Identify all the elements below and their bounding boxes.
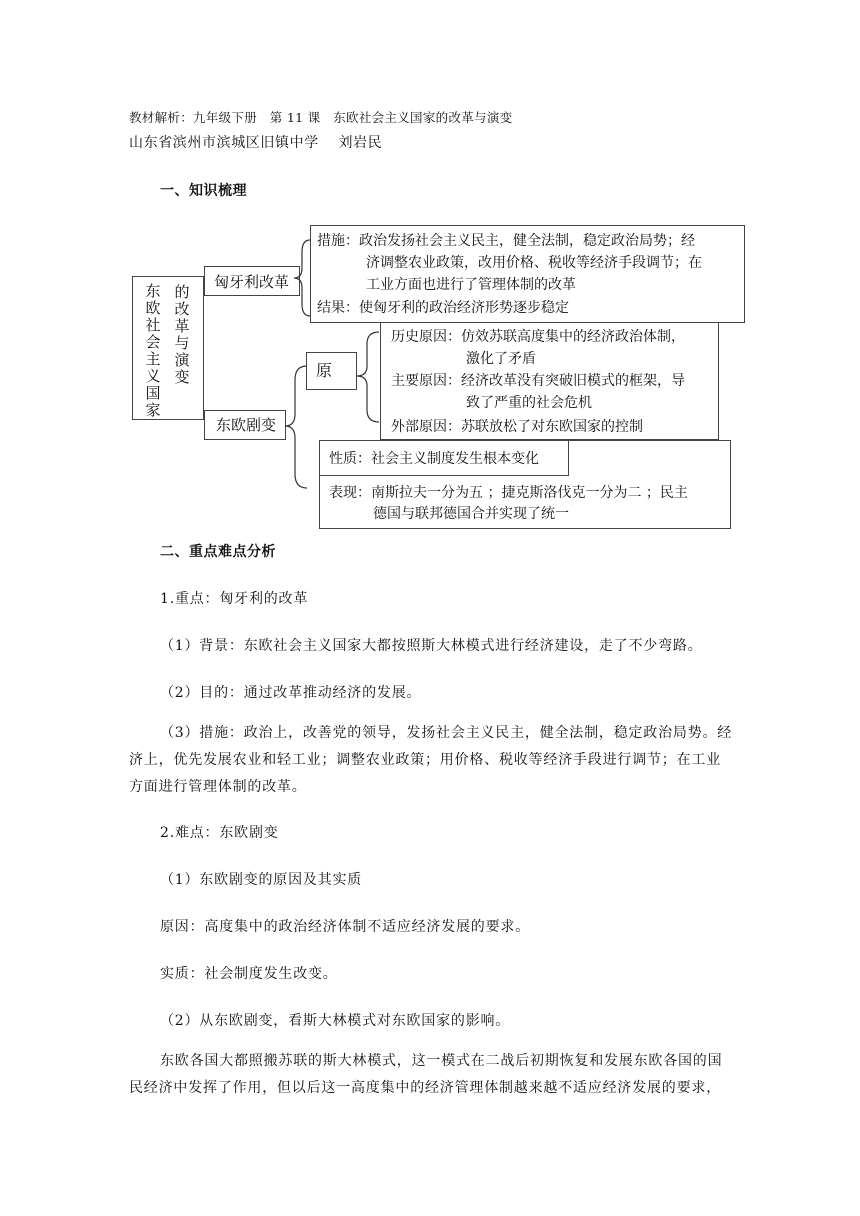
goal-text: （2）目的：通过改革推动经济的发展。 (160, 685, 422, 701)
cause-title: （1）东欧剧变的原因及其实质 (160, 872, 363, 888)
influence-title: （2）从东欧剧变，看斯大林模式对东欧国家的影响。 (160, 1013, 511, 1029)
cause-text: 原因：高度集中的政治经济体制不适应经济发展的要求。 (160, 919, 530, 935)
cause-brace (355, 330, 381, 426)
hungary-measures-line3: 工业方面也进行了管理体制的改革 (366, 277, 576, 293)
section-title-knowledge: 一、知识梳理 (160, 183, 247, 199)
difficult-point-heading: 2.难点：东欧剧变 (160, 825, 279, 841)
essence-text: 实质：社会制度发生改变。 (160, 966, 338, 982)
hungary-label: 匈牙利改革 (214, 273, 290, 291)
cause-main-line2: 致了严重的社会危机 (466, 395, 592, 411)
background-text: （1）背景：东欧社会主义国家大都按照斯大林模式进行经济建设，走了不少弯路。 (160, 638, 703, 654)
influence-paragraph: 东欧各国大都照搬苏联的斯大林模式，这一模式在二战后初期恢复和发展东欧各国的国民经济中发挥了作用，但以后这一高度集中的经济管理体制越来越不适应经济发展的要求， (129, 1053, 723, 1096)
cause-external: 外部原因：苏联放松了对东欧国家的控制 (391, 419, 643, 435)
key-point-heading: 1.重点：匈牙利的改革 (160, 591, 309, 607)
cause-history-line2: 激化了矛盾 (466, 351, 536, 367)
root-box (132, 276, 204, 420)
root-label-col2: 的改革与演变 (174, 283, 190, 386)
measures-paragraph: （3）措施：政治上，改善党的领导，发扬社会主义民主，健全法制，稳定政治局势。经济上，优先发展农业和轻工业；调整农业政策；用价格、税收等经济手段进行调节；在工业方面进行管理体制的改革。 (129, 725, 733, 795)
author-line: 山东省滨州市滨城区旧镇中学 刘岩民 (129, 135, 383, 151)
hungary-measures-line2: 济调整农业政策，改用价格、税收等经济手段调节；在 (366, 255, 702, 271)
nature-text: 性质：社会主义制度发生根本变化 (329, 451, 539, 467)
section-title-analysis: 二、重点难点分析 (160, 544, 276, 560)
cause-main-line1: 主要原因：经济改革没有突破旧模式的框架，导 (391, 373, 685, 389)
cause-history-line1: 历史原因：仿效苏联高度集中的经济政治体制， (391, 329, 685, 345)
manifest-line1: 表现：南斯拉夫一分为五 ；捷克斯洛伐克一分为二 ；民主 (329, 485, 688, 501)
hungary-result: 结果：使匈牙利的政治经济形势逐步稳定 (317, 300, 569, 316)
manifest-line2: 德国与联邦德国合并实现了统一 (373, 506, 569, 522)
hungary-brace (292, 238, 312, 320)
drastic-change-label: 东欧剧变 (216, 416, 277, 434)
lesson-header: 教材解析：九年级下册 第 11 课 东欧社会主义国家的改革与演变 (129, 110, 513, 125)
hungary-measures-line1: 措施：政治发扬社会主义民主，健全法制，稳定政治局势；经 (317, 233, 695, 249)
root-label-col1: 东欧社会主义国家 (145, 282, 161, 419)
cause-label: 原 (316, 361, 333, 380)
